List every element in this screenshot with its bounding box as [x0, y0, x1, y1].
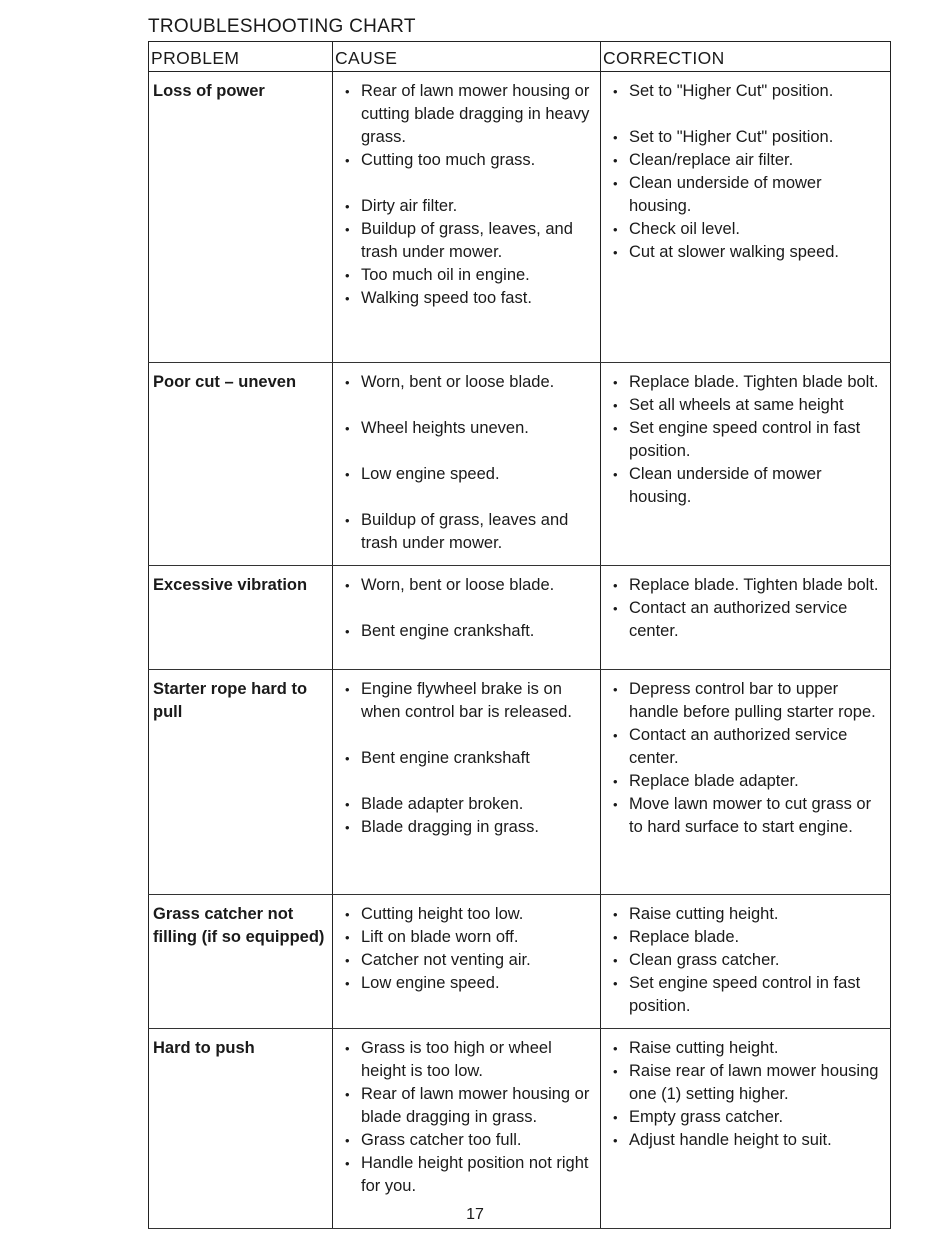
correction-cell	[601, 895, 891, 1029]
correction-item: • Set to "Higher Cut" position.	[613, 126, 886, 149]
correction-item: • Raise cutting height.	[613, 1037, 886, 1060]
correction-cell	[601, 72, 891, 363]
cause-item: • Grass is too high or wheel height is too low.	[345, 1037, 596, 1083]
correction-cell	[601, 670, 891, 895]
cause-cell	[333, 72, 601, 363]
cause-cell	[333, 1029, 601, 1229]
table-row	[149, 363, 891, 566]
cause-item: • Wheel heights uneven.	[345, 417, 596, 440]
cause-item: • Blade dragging in grass.	[345, 816, 596, 839]
problem-cell: Loss of power	[149, 72, 333, 363]
correction-item: • Replace blade adapter.	[613, 770, 886, 793]
cause-item: • Too much oil in engine.	[345, 264, 596, 287]
correction-item: • Set to "Higher Cut" position.	[613, 80, 886, 103]
correction-item: • Raise rear of lawn mower housing one (1) setting higher.	[613, 1060, 886, 1106]
cause-item: • Cutting height too low.	[345, 903, 596, 926]
correction-item: • Raise cutting height.	[613, 903, 886, 926]
cause-cell	[333, 895, 601, 1029]
table-row	[149, 566, 891, 670]
correction-item: • Clean underside of mower housing.	[613, 172, 886, 218]
cause-item: • Worn, bent or loose blade.	[345, 574, 596, 597]
correction-item: • Empty grass catcher.	[613, 1106, 886, 1129]
cause-cell	[333, 566, 601, 670]
correction-item: • Clean underside of mower housing.	[613, 463, 886, 509]
cause-item: • Dirty air filter.	[345, 195, 596, 218]
page-number: 17	[466, 1206, 484, 1223]
correction-item: • Replace blade. Tighten blade bolt.	[613, 371, 886, 394]
correction-item: • Contact an authorized service center.	[613, 597, 886, 643]
correction-cell	[601, 363, 891, 566]
correction-item: • Clean grass catcher.	[613, 949, 886, 972]
table-row	[149, 670, 891, 895]
cause-item: • Buildup of grass, leaves, and trash under mower.	[345, 218, 596, 264]
cause-item: • Engine flywheel brake is on when control bar is released.	[345, 678, 596, 724]
problem-cell: Starter rope hard to pull	[149, 670, 333, 895]
header-correction: CORRECTION	[601, 42, 891, 72]
correction-item: • Adjust handle height to suit.	[613, 1129, 886, 1152]
cause-cell	[333, 363, 601, 566]
correction-item: • Replace blade.	[613, 926, 886, 949]
problem-cell: Hard to push	[149, 1029, 333, 1229]
cause-item: • Handle height position not right for you.	[345, 1152, 596, 1198]
cause-item: • Rear of lawn mower housing or cutting blade dragging in heavy grass.	[345, 80, 596, 149]
header-problem: PROBLEM	[149, 42, 333, 72]
cause-item: • Cutting too much grass.	[345, 149, 596, 172]
header-cause: CAUSE	[333, 42, 601, 72]
correction-item: • Contact an authorized service center.	[613, 724, 886, 770]
cause-item: • Buildup of grass, leaves and trash under mower.	[345, 509, 596, 555]
cause-item: • Grass catcher too full.	[345, 1129, 596, 1152]
cause-item: • Blade adapter broken.	[345, 793, 596, 816]
cause-item: • Bent engine crankshaft	[345, 747, 596, 770]
troubleshooting-table	[148, 41, 891, 1229]
correction-item: • Replace blade. Tighten blade bolt.	[613, 574, 886, 597]
correction-item: • Cut at slower walking speed.	[613, 241, 886, 264]
header-row	[149, 42, 891, 72]
table-row	[149, 895, 891, 1029]
correction-item: • Set all wheels at same height	[613, 394, 886, 417]
cause-cell	[333, 670, 601, 895]
problem-cell: Grass catcher not filling (if so equipped)	[149, 895, 333, 1029]
correction-cell	[601, 1029, 891, 1229]
cause-item: • Walking speed too fast.	[345, 287, 596, 310]
correction-item: • Check oil level.	[613, 218, 886, 241]
correction-item: • Set engine speed control in fast position.	[613, 417, 886, 463]
cause-item: • Rear of lawn mower housing or blade dragging in grass.	[345, 1083, 596, 1129]
cause-item: • Low engine speed.	[345, 972, 596, 995]
table-row	[149, 1029, 891, 1229]
problem-cell: Excessive vibration	[149, 566, 333, 670]
page-title: TROUBLESHOOTING CHART	[148, 16, 416, 37]
problem-cell: Poor cut – uneven	[149, 363, 333, 566]
correction-cell	[601, 566, 891, 670]
table-row	[149, 72, 891, 363]
correction-item: • Move lawn mower to cut grass or to hard surface to start engine.	[613, 793, 886, 839]
cause-item: • Bent engine crankshaft.	[345, 620, 596, 643]
cause-item: • Catcher not venting air.	[345, 949, 596, 972]
cause-item: • Low engine speed.	[345, 463, 596, 486]
cause-item: • Lift on blade worn off.	[345, 926, 596, 949]
correction-item: • Clean/replace air filter.	[613, 149, 886, 172]
correction-item: • Set engine speed control in fast position.	[613, 972, 886, 1018]
correction-item: • Depress control bar to upper handle before pulling starter rope.	[613, 678, 886, 724]
cause-item: • Worn, bent or loose blade.	[345, 371, 596, 394]
